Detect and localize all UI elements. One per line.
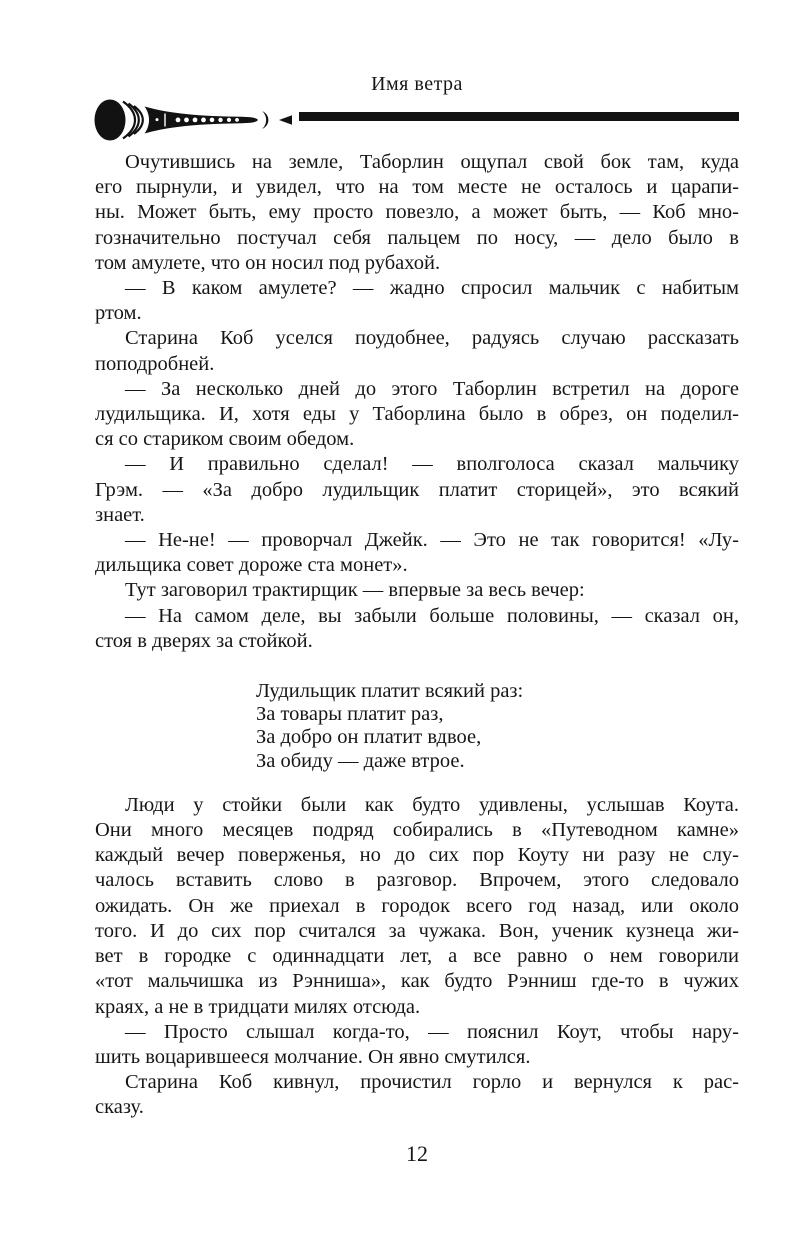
- paragraph: [95, 528, 739, 578]
- text-line: — И правильно сделал! — вполголоса сказал мальчику: [125, 453, 739, 476]
- text-line: лудильщика. И, хотя еды у Таборлина было в обрез, он поделил-: [95, 403, 739, 426]
- text-line: Очутившись на земле, Таборлин ощупал свой бок там, куда: [125, 151, 739, 173]
- text-line: краях, а не в тридцати милях отсюда.: [95, 995, 421, 1018]
- text-line: стоя в дверях за стойкой.: [95, 629, 313, 652]
- paragraph: [95, 578, 739, 603]
- text-line: чалось вставить слово в разговор. Впрочем, этого следовало: [95, 869, 739, 892]
- paragraph: [95, 276, 739, 326]
- text-line: сказу.: [95, 1096, 144, 1119]
- text-block: [95, 150, 739, 1121]
- text-line: дильщика совет дороже ста монет».: [95, 554, 408, 577]
- text-line: ся со стариком своим обедом.: [95, 428, 355, 451]
- paragraph: [95, 604, 739, 654]
- text-line: знает.: [95, 503, 145, 526]
- verse-line: За добро он платит вдвое,: [256, 726, 482, 749]
- text-line: Старина Коб уселся поудобнее, радуясь случаю рассказать: [125, 327, 739, 350]
- text-line: Грэм. — «За добро лудильщик платит сторицей», это всякий: [95, 478, 739, 501]
- text-line: каждый вечер поверженья, но до сих пор Коуту ни разу не слу-: [95, 844, 739, 867]
- text-line: «тот мальчишка из Рэнниша», как будто Рэнниш где-то в чужих: [95, 970, 739, 993]
- text-line: ны. Может быть, ему просто повезло, а может быть, — Коб мно-: [95, 201, 739, 224]
- horn-ornament-icon: [94, 98, 294, 142]
- paragraph: [95, 1020, 739, 1070]
- text-line: — На самом деле, вы забыли больше половины, — сказал он,: [125, 604, 739, 627]
- text-line: вет в городке с одиннадцати лет, а все равно о нем говорили: [95, 945, 739, 968]
- verse-line: За обиду — даже втрое.: [256, 749, 465, 772]
- text-line: ожидать. Он же приехал в городок всего год назад, или около: [95, 894, 739, 917]
- header-rule: [299, 112, 739, 121]
- text-line: Тут заговорил трактирщик — впервые за весь вечер:: [125, 579, 585, 602]
- paragraph: [95, 452, 739, 528]
- paragraph: [95, 1070, 739, 1120]
- text-line: — В каком амулете? — жадно спросил мальчик с набитым: [125, 277, 739, 300]
- text-line: ртом.: [95, 302, 142, 325]
- page-number: 12: [406, 1141, 428, 1166]
- text-line: Они много месяцев подряд собирались в «Путеводном камне»: [95, 819, 739, 842]
- verse-block: [256, 680, 739, 773]
- text-line: поподробней.: [95, 352, 215, 375]
- text-line: — Просто слышал когда-то, — пояснил Коут, чтобы нару-: [125, 1020, 739, 1043]
- text-line: того. И до сих пор считался за чужака. Вон, ученик кузнеца жи-: [95, 919, 739, 942]
- text-line: Люди у стойки были как будто удивлены, услышав Коута.: [125, 793, 739, 816]
- paragraph: [95, 377, 739, 453]
- verse-line: Лудильщик платит всякий раз:: [256, 680, 524, 703]
- text-line: — За несколько дней до этого Таборлин встретил на дороге: [125, 377, 739, 400]
- paragraph: [95, 326, 739, 376]
- paragraph: [95, 793, 739, 1020]
- text-line: том амулете, что он носил под рубахой.: [95, 251, 441, 274]
- text-line: его пырнули, и увидел, что на том месте не осталось и царапи-: [95, 176, 739, 199]
- running-head: Имя ветра: [371, 73, 463, 95]
- verse-line: За товары платит раз,: [256, 703, 444, 726]
- text-line: гозначительно постучал себя пальцем по носу, — дело было в: [95, 226, 739, 249]
- text-line: Старина Коб кивнул, прочистил горло и вернулся к рас-: [125, 1071, 739, 1094]
- paragraph: [95, 150, 739, 276]
- text-line: шить воцарившееся молчание. Он явно смутился.: [95, 1045, 531, 1068]
- text-line: — Не-не! — проворчал Джейк. — Это не так говорится! «Лу-: [125, 529, 739, 552]
